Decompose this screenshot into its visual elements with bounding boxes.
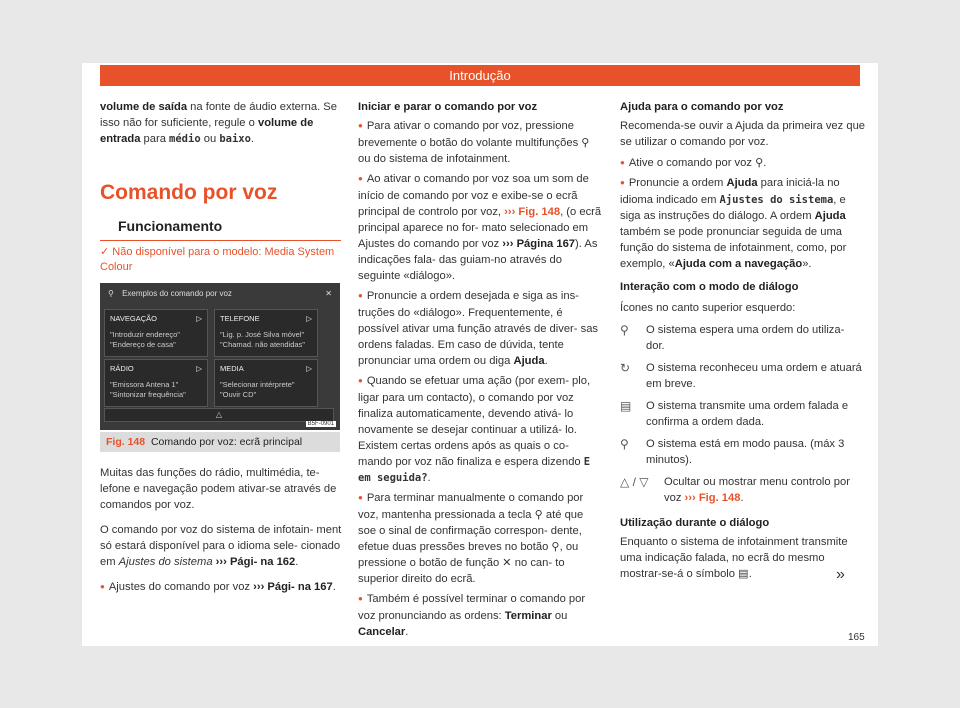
- column-2: [358, 99, 603, 649]
- icon-row: ⚲ O sistema está em modo pausa. (máx 3 minutos).: [620, 437, 845, 466]
- bullet: ● Para terminar manualmente o comando por voz, mantenha pressionada a tecla ⚲ até que soe o sinal de confirmação correspon- dente, efetue duas pressões breves no botão ⚲, ou pressione o botão de função ✕ no can- to superior direito do ecrã.: [358, 490, 603, 587]
- toggle-menu-icon: △ / ▽: [620, 475, 649, 489]
- availability-note: ✓ Não disponível para o modelo: Media System Colour: [100, 246, 335, 273]
- icon-row: ⚲ O sistema espera uma ordem do utiliza- dor.: [620, 323, 845, 352]
- heading: Interação com o modo de diálogo: [620, 281, 799, 293]
- play-icon: ▷: [196, 314, 202, 323]
- chevron-up-icon: △: [104, 408, 334, 422]
- play-icon: ▷: [306, 364, 312, 373]
- close-icon: ✕: [325, 289, 332, 298]
- tile-media: MEDIA ▷ "Selecionar intérprete" "Ouvir CD": [214, 359, 318, 407]
- bullet: ● Pronuncie a ordem Ajuda para iniciá-la no idioma indicado em Ajustes do sistema, e siga as instruções do diálogo. A ordem Ajuda também se pode pronunciar seguida de uma função do sistema de infotainment, como, por exemplo, «Ajuda com a navegação».: [620, 175, 865, 272]
- screen-title: ⚲ Exemplos do comando por voz ✕: [100, 283, 340, 305]
- bullet: ● Também é possível terminar o comando por voz pronunciando as ordens: Terminar ou Cancelar.: [358, 591, 603, 640]
- column-1: [100, 99, 345, 156]
- voice-wait-icon: ⚲: [620, 323, 629, 337]
- paragraph: Muitas das funções do rádio, multimédia, te- lefone e navegação podem ativar-se através de comandos por voz.: [100, 467, 337, 511]
- figure-id: B5F-0901: [307, 421, 334, 427]
- voice-icon: ⚲: [108, 289, 114, 298]
- icon-row: ↻ O sistema reconheceu uma ordem e atuará em breve.: [620, 361, 862, 390]
- speaking-icon: ▤: [620, 399, 632, 413]
- divider: [100, 240, 341, 241]
- bullet: ● Ajustes do comando por voz ››› Pági- na 167.: [100, 579, 345, 596]
- section-heading: Comando por voz: [100, 181, 278, 204]
- paragraph: Ícones no canto superior esquerdo:: [620, 302, 796, 314]
- heading: Ajuda para o comando por voz: [620, 101, 784, 113]
- page-header: Introdução: [100, 65, 860, 86]
- heading: Iniciar e parar o comando por voz: [358, 101, 538, 113]
- bullet: ● Para ativar o comando por voz, pressione brevemente o botão do volante multifunções ⚲ ou do sistema de infotainment.: [358, 118, 603, 167]
- tile-phone: TELEFONE ▷ "Lig. p. José Silva móvel" "Chamad. não atendidas": [214, 309, 318, 357]
- bullet: ● Ao ativar o comando por voz soa um som de início de comando por voz e exibe-se o ecrã principal de controlo por voz, ››› Fig. 148, (o ecrã principal aparece no for- mato selecionado em Ajustes do comando por voz ››› Página 167). As indicações fala- das guiam-no através do seguinte «diálogo».: [358, 171, 603, 284]
- intro-paragraph: volume de saída na fonte de áudio externa. Se isso não for suficiente, regule o volume de entrada para médio ou baixo.: [100, 101, 337, 145]
- paragraph: Recomenda-se ouvir a Ajuda da primeira vez que se utilizar o comando por voz.: [620, 120, 866, 148]
- bullet: ● Pronuncie a ordem desejada e siga as ins- truções do «diálogo». Frequentemente, é possível ativar uma função através de diver- sas ordens faladas. Em caso de dúvida, tente pronunciar uma ordem ou diga Ajuda.: [358, 288, 603, 369]
- bullet: ● Quando se efetuar uma ação (por exem- plo, ligar para um contacto), o comando por voz finaliza automaticamente, devendo ativá- lo novamente se desejar continuar a utilizá- lo. Existem certas ordens após as quais o co- mando por voz não finaliza e espera dizendo E em seguida?.: [358, 373, 603, 486]
- icon-row: △ / ▽ Ocultar ou mostrar menu controlo por voz ››› Fig. 148.: [620, 475, 850, 504]
- processing-icon: ↻: [620, 361, 631, 375]
- icon-row: ▤ O sistema transmite uma ordem falada e confirma a ordem dada.: [620, 399, 849, 428]
- heading: Utilização durante o diálogo: [620, 517, 770, 529]
- column-1-body: [100, 465, 345, 605]
- tile-radio: RÁDIO ▷ "Emissora Antena 1" "Sintonizar frequência": [104, 359, 208, 407]
- page-number: 165: [848, 632, 865, 643]
- paragraph: O comando por voz do sistema de infotain- ment só estará disponível para o idioma sele- cionado em Ajustes do sistema ››› Pági- na 162.: [100, 524, 342, 568]
- figure-caption: Fig. 148 Comando por voz: ecrã principal: [100, 432, 340, 452]
- continued-marker: »: [836, 566, 845, 583]
- play-icon: ▷: [306, 314, 312, 323]
- figure-148: [100, 283, 340, 430]
- paragraph: Enquanto o sistema de infotainment transmite uma indicação falada, no ecrã do mesmo mostrar-se-á o símbolo ▤.: [620, 536, 848, 580]
- subsection-heading: Funcionamento: [118, 218, 223, 234]
- tile-navigation: NAVEGAÇÃO ▷ "Introduzir endereço" "Endereço de casa": [104, 309, 208, 357]
- pause-icon: ⚲: [620, 437, 629, 451]
- column-3: [620, 99, 865, 591]
- bullet: ● Ative o comando por voz ⚲.: [620, 155, 865, 172]
- play-icon: ▷: [196, 364, 202, 373]
